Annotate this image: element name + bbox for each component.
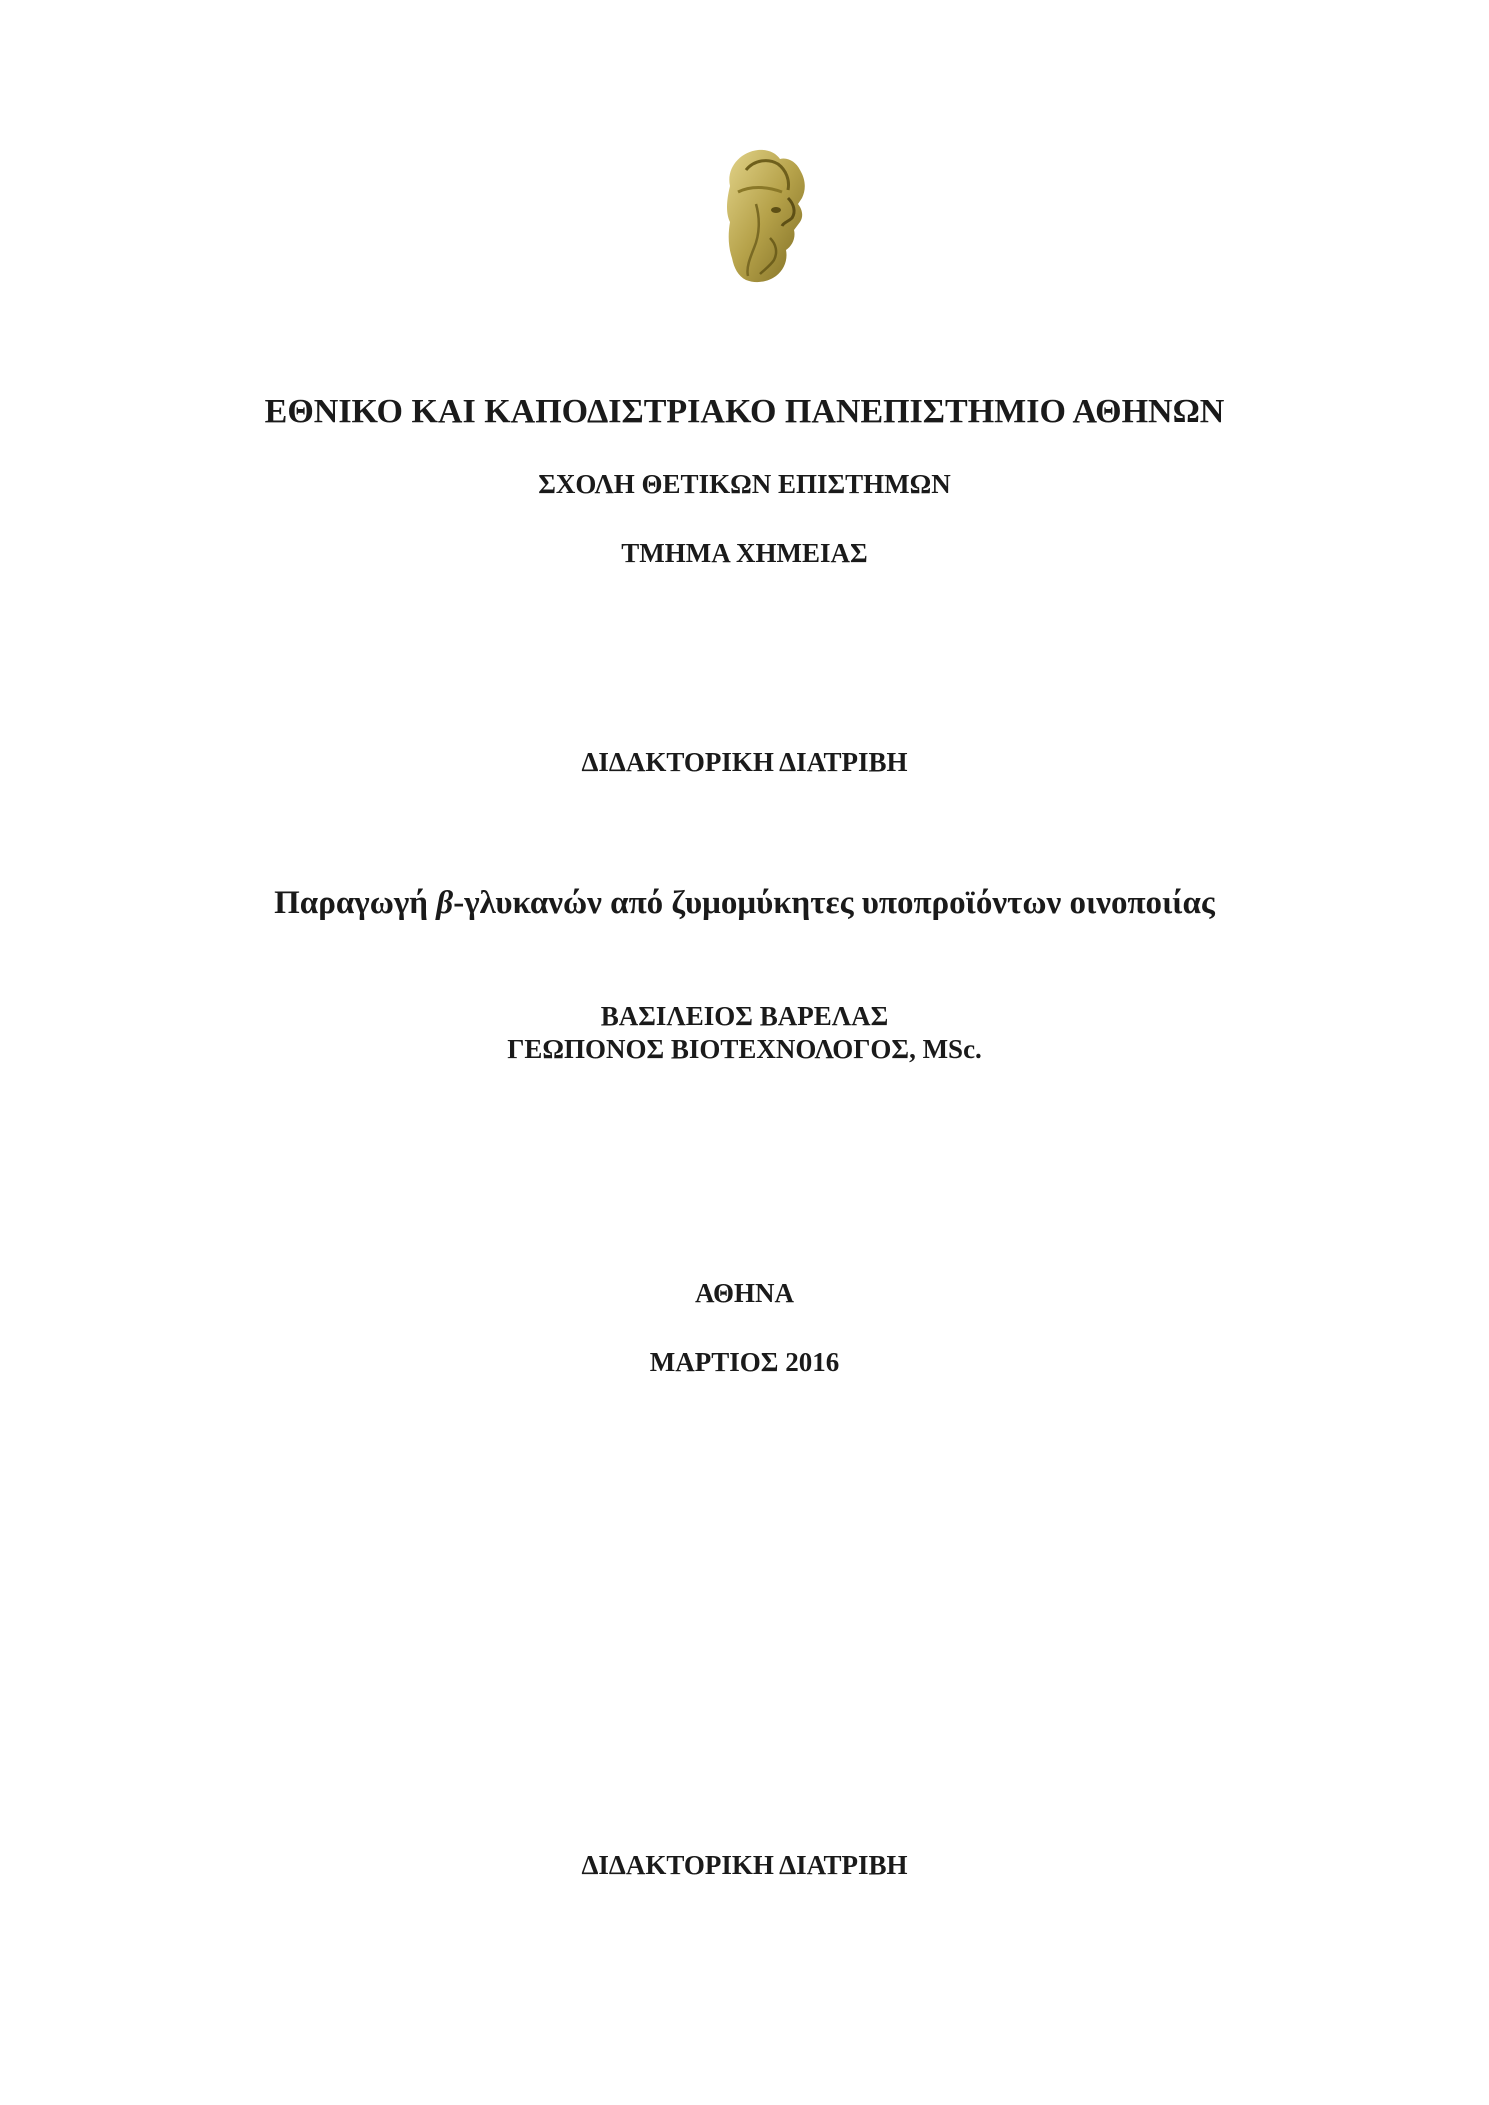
author-name: ΒΑΣΙΛΕΙΟΣ ΒΑΡΕΛΑΣ: [600, 1001, 889, 1031]
date: ΜΑΡΤΙΟΣ 2016: [649, 1347, 840, 1377]
thesis-title: [0, 887, 1489, 920]
document-type-footer: ΔΙΔΑΚΤΟΡΙΚΗ ΔΙΑΤΡΙΒΗ: [581, 1850, 908, 1880]
university-name: ΕΘΝΙΚΟ ΚΑΙ ΚΑΠΟΔΙΣΤΡΙΑΚΟ ΠΑΝΕΠΙΣΤΗΜΙΟ ΑΘΗΝΩΝ: [264, 393, 1225, 430]
author-credentials: ΓΕΩΠΟΝΟΣ ΒΙΟΤΕΧΝΟΛΟΓΟΣ, MSc.: [507, 1034, 982, 1064]
title-text-start: Παραγωγή: [274, 885, 437, 921]
athena-helmet-emblem-icon: [716, 146, 816, 292]
document-type-heading: ΔΙΔΑΚΤΟΡΙΚΗ ΔΙΑΤΡΙΒΗ: [581, 747, 908, 777]
title-text-end: -γλυκανών από ζυμομύκητες υποπροϊόντων οινοποιίας: [453, 885, 1215, 921]
place: ΑΘΗΝΑ: [695, 1278, 794, 1308]
title-beta-symbol: β: [436, 885, 454, 921]
department-name: ΤΜΗΜΑ ΧΗΜΕΙΑΣ: [621, 538, 868, 568]
school-name: ΣΧΟΛΗ ΘΕΤΙΚΩΝ ΕΠΙΣΤΗΜΩΝ: [538, 469, 951, 499]
